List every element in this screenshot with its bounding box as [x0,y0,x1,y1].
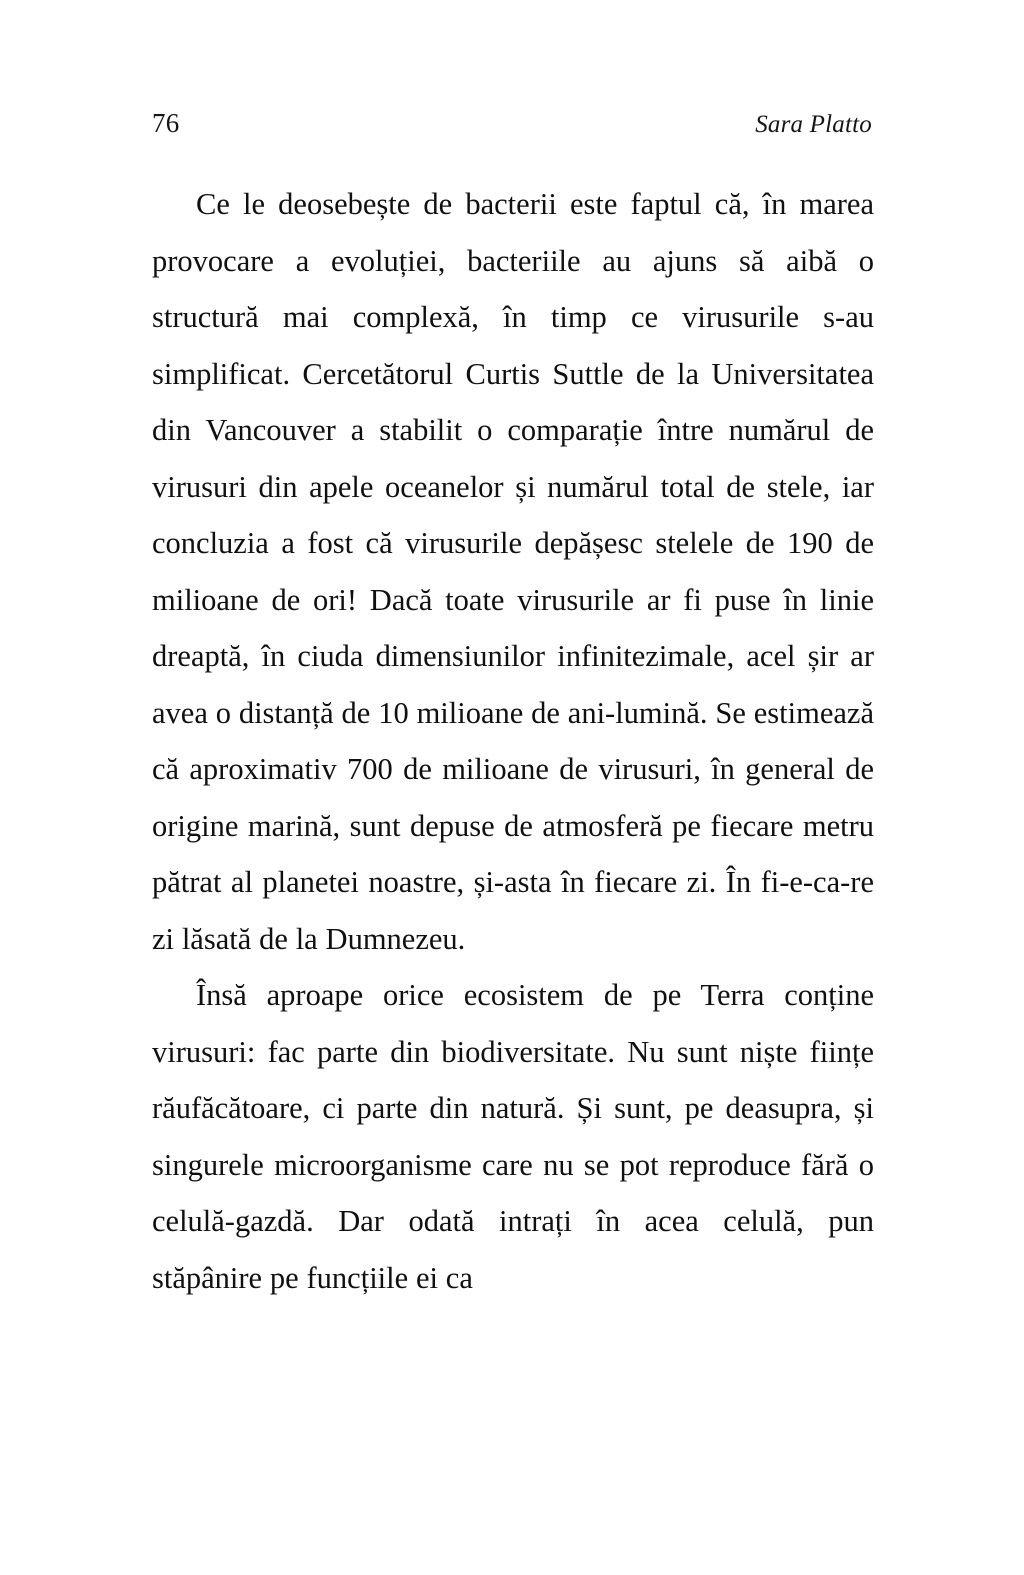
body-text [152,176,874,1306]
paragraph: Ce le deosebește de bacterii este faptul că, în marea provocare a evoluției, bacteriile au ajuns să aibă o structură mai complexă, în timp ce virusurile s-au simplificat. Cercetătorul Curtis Suttle de la Universitatea din Vancouver a stabilit o comparație între numărul de virusuri din apele oceanelor și numărul total de stele, iar concluzia a fost că virusurile depășesc stelele de 190 de milioane de ori! Dacă toate virusurile ar fi puse în linie dreaptă, în ciuda dimensiunilor infinitezimale, acel șir ar avea o distanță de 10 milioane de ani-lumină. Se estimează că aproximativ 700 de milioane de virusuri, în general de origine marină, sunt depuse de atmosferă pe fiecare metru pătrat al planetei noastre, și-asta în fiecare zi. În fi-e-ca-re zi lăsată de la Dumnezeu. [152,187,874,956]
paragraph: Însă aproape orice ecosistem de pe Terra conține virusuri: fac parte din biodiversitate. Nu sunt niște ființe răufăcătoare, ci parte din natură. Și sunt, pe deasupra, și singurele microorganisme care nu se pot reproduce fără o celulă-gazdă. Dar odată intrați în acea celulă, pun stăpânire pe funcțiile ei ca [152,978,874,1295]
page-number: 76 [152,108,180,138]
running-head-author: Sara Platto [755,111,872,138]
running-head [152,108,872,144]
